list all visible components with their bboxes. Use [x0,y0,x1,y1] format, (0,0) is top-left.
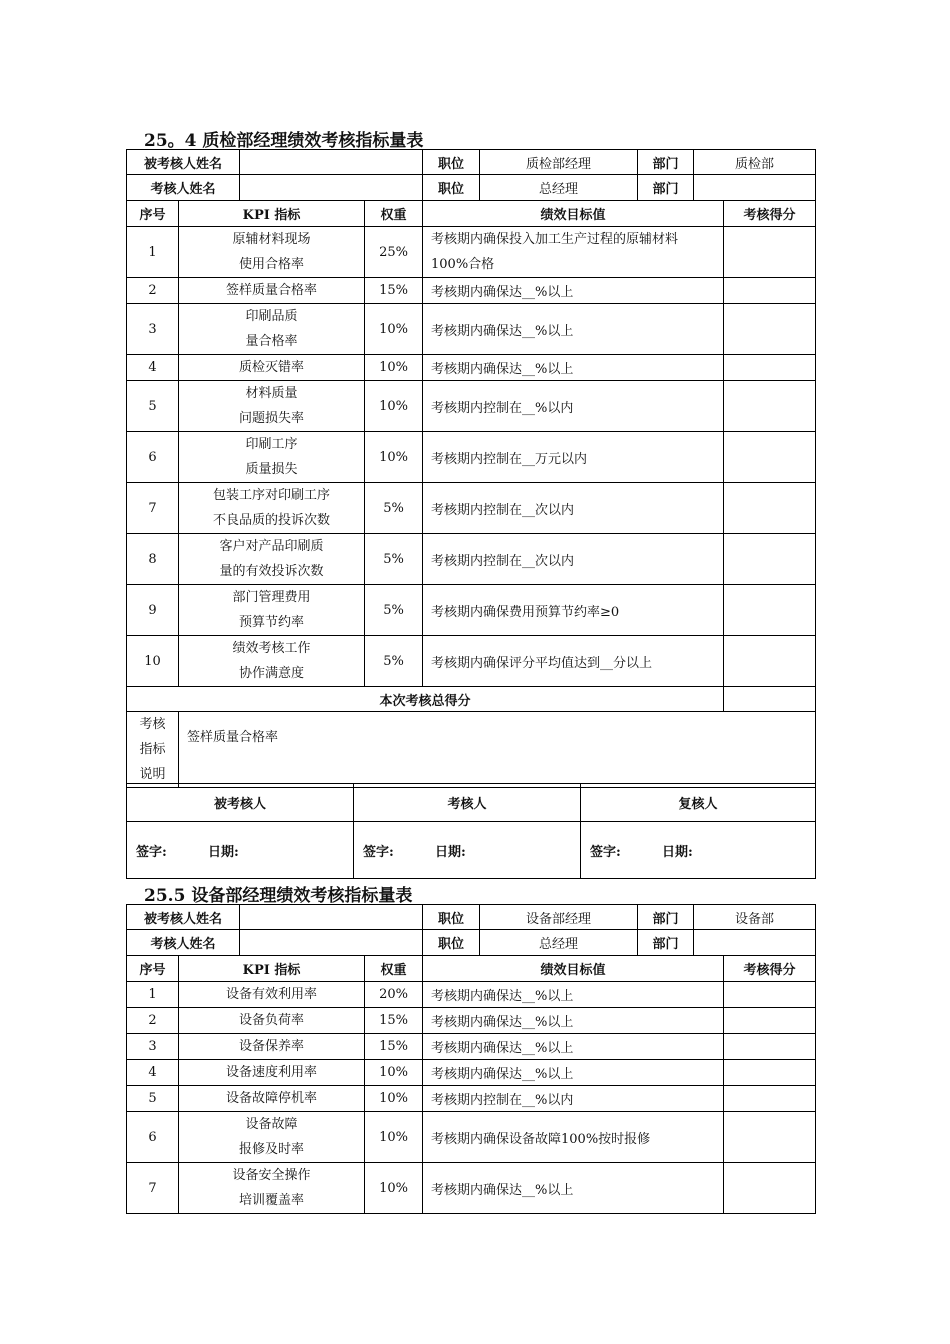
reviewer-signature-field[interactable] [581,822,816,879]
sign-label: 签字: [136,844,167,860]
row-weight: 10% [365,1112,423,1163]
row-weight: 15% [365,278,423,304]
row-kpi: 设备负荷率 [179,1008,365,1034]
row-kpi: 签样质量合格率 [179,278,365,304]
col-header-weight: 权重 [365,956,423,982]
row-target: 考核期内确保评分平均值达到__分以上 [423,636,724,687]
row-score-field[interactable] [724,585,816,636]
row-kpi: 材料质量 问题损失率 [179,381,365,432]
row-no: 3 [127,304,179,355]
row-kpi: 设备有效利用率 [179,982,365,1008]
table-row [127,982,816,1008]
row-score-field[interactable] [724,1008,816,1034]
row-weight: 10% [365,304,423,355]
row-weight: 5% [365,585,423,636]
row-score-field[interactable] [724,1060,816,1086]
row-no: 6 [127,432,179,483]
row-weight: 25% [365,227,423,278]
appraiser-name-field[interactable] [240,175,423,201]
position-label: 职位 [423,175,480,201]
row-score-field[interactable] [724,304,816,355]
row-score-field[interactable] [724,1034,816,1060]
row-target: 考核期内控制在__%以内 [423,1086,724,1112]
row-kpi: 印刷工序 质量损失 [179,432,365,483]
row-target: 考核期内控制在__万元以内 [423,432,724,483]
col-header-no: 序号 [127,201,179,227]
section1-title: 25。4 质检部经理绩效考核指标量表 [144,131,424,151]
row-score-field[interactable] [724,636,816,687]
row-kpi: 客户对产品印刷质 量的有效投诉次数 [179,534,365,585]
table-row [127,1008,816,1034]
row-weight: 10% [365,355,423,381]
row-weight: 10% [365,432,423,483]
row-score-field[interactable] [724,483,816,534]
table-row [127,381,816,432]
row-kpi: 印刷品质 量合格率 [179,304,365,355]
table-row [127,227,816,278]
table-row [127,432,816,483]
row-no: 1 [127,982,179,1008]
row-target: 考核期内确保达__%以上 [423,355,724,381]
table-row [127,278,816,304]
appraisee-signature-field[interactable] [127,822,354,879]
row-no: 9 [127,585,179,636]
table-row [127,1060,816,1086]
row-kpi: 设备保养率 [179,1034,365,1060]
appraisee-position-value: 质检部经理 [480,150,638,175]
date-label: 日期: [435,844,466,860]
row-target: 考核期内确保费用预算节约率≥0 [423,585,724,636]
dept-label: 部门 [638,150,694,175]
equipment-kpi-table [126,904,816,1214]
row-no: 10 [127,636,179,687]
table-row [127,355,816,381]
appraiser-name-label: 考核人姓名 [127,930,240,956]
table-row [127,585,816,636]
appraiser-signature-field[interactable] [354,822,581,879]
dept-label: 部门 [638,930,694,956]
table-row [127,1112,816,1163]
row-score-field[interactable] [724,1163,816,1214]
row-target: 考核期内确保投入加工生产过程的原辅材料 100%合格 [423,227,724,278]
row-no: 2 [127,1008,179,1034]
indicator-note-text: 签样质量合格率 [179,712,816,788]
col-header-target: 绩效目标值 [423,201,724,227]
row-weight: 10% [365,381,423,432]
appraisee-signoff-header: 被考核人 [127,784,354,822]
row-score-field[interactable] [724,1112,816,1163]
row-kpi: 设备速度利用率 [179,1060,365,1086]
row-weight: 15% [365,1034,423,1060]
table-row [127,534,816,585]
appraisee-name-field[interactable] [240,905,423,930]
row-no: 4 [127,355,179,381]
position-label: 职位 [423,150,480,175]
row-score-field[interactable] [724,227,816,278]
col-header-target: 绩效目标值 [423,956,724,982]
row-target: 考核期内控制在__次以内 [423,483,724,534]
row-weight: 5% [365,636,423,687]
row-weight: 10% [365,1060,423,1086]
appraisee-name-label: 被考核人姓名 [127,905,240,930]
indicator-note-label: 考核 指标 说明 [127,712,179,788]
row-score-field[interactable] [724,278,816,304]
row-kpi: 设备故障停机率 [179,1086,365,1112]
sign-label: 签字: [363,844,394,860]
row-no: 7 [127,483,179,534]
date-label: 日期: [662,844,693,860]
col-header-kpi: KPI 指标 [179,201,365,227]
appraiser-dept-field[interactable] [694,175,816,201]
table-row [127,1163,816,1214]
row-no: 5 [127,381,179,432]
row-target: 考核期内确保设备故障100%按时报修 [423,1112,724,1163]
col-header-kpi: KPI 指标 [179,956,365,982]
row-no: 8 [127,534,179,585]
row-kpi: 包装工序对印刷工序 不良品质的投诉次数 [179,483,365,534]
row-target: 考核期内确保达__%以上 [423,1008,724,1034]
row-no: 6 [127,1112,179,1163]
appraiser-dept-field[interactable] [694,930,816,956]
appraisee-position-value: 设备部经理 [480,905,638,930]
row-kpi: 部门管理费用 预算节约率 [179,585,365,636]
section2-title: 25.5 设备部经理绩效考核指标量表 [144,886,413,906]
quality-kpi-table [126,149,816,788]
row-kpi: 设备故障 报修及时率 [179,1112,365,1163]
row-no: 2 [127,278,179,304]
col-header-weight: 权重 [365,201,423,227]
row-no: 3 [127,1034,179,1060]
row-target: 考核期内确保达__%以上 [423,982,724,1008]
row-target: 考核期内控制在__%以内 [423,381,724,432]
total-score-label: 本次考核总得分 [127,687,724,712]
row-score-field[interactable] [724,355,816,381]
row-weight: 5% [365,483,423,534]
row-no: 1 [127,227,179,278]
signoff-table [126,783,816,879]
row-target: 考核期内确保达__%以上 [423,1163,724,1214]
position-label: 职位 [423,930,480,956]
sign-label: 签字: [590,844,621,860]
col-header-no: 序号 [127,956,179,982]
appraiser-name-label: 考核人姓名 [127,175,240,201]
dept-label: 部门 [638,905,694,930]
appraisee-name-label: 被考核人姓名 [127,150,240,175]
position-label: 职位 [423,905,480,930]
row-weight: 10% [365,1163,423,1214]
row-no: 5 [127,1086,179,1112]
row-weight: 5% [365,534,423,585]
row-weight: 10% [365,1086,423,1112]
table-row [127,1034,816,1060]
appraisee-name-field[interactable] [240,150,423,175]
row-score-field[interactable] [724,534,816,585]
col-header-score: 考核得分 [724,956,816,982]
row-score-field[interactable] [724,982,816,1008]
row-target: 考核期内确保达__%以上 [423,278,724,304]
total-score-field[interactable] [724,687,816,712]
row-weight: 20% [365,982,423,1008]
row-target: 考核期内确保达__%以上 [423,1034,724,1060]
appraiser-name-field[interactable] [240,930,423,956]
row-kpi: 绩效考核工作 协作满意度 [179,636,365,687]
row-score-field[interactable] [724,432,816,483]
appraisee-dept-value: 质检部 [694,150,816,175]
row-target: 考核期内确保达__%以上 [423,304,724,355]
row-kpi: 原辅材料现场 使用合格率 [179,227,365,278]
table-row [127,636,816,687]
row-target: 考核期内确保达__%以上 [423,1060,724,1086]
row-no: 7 [127,1163,179,1214]
row-score-field[interactable] [724,1086,816,1112]
date-label: 日期: [208,844,239,860]
table-row [127,304,816,355]
appraiser-position-value: 总经理 [480,175,638,201]
reviewer-signoff-header: 复核人 [581,784,816,822]
table-row [127,483,816,534]
row-target: 考核期内控制在__次以内 [423,534,724,585]
row-kpi: 质检灭错率 [179,355,365,381]
table-row [127,1086,816,1112]
row-no: 4 [127,1060,179,1086]
row-weight: 15% [365,1008,423,1034]
row-score-field[interactable] [724,381,816,432]
appraiser-position-value: 总经理 [480,930,638,956]
appraisee-dept-value: 设备部 [694,905,816,930]
row-kpi: 设备安全操作 培训覆盖率 [179,1163,365,1214]
dept-label: 部门 [638,175,694,201]
col-header-score: 考核得分 [724,201,816,227]
appraiser-signoff-header: 考核人 [354,784,581,822]
